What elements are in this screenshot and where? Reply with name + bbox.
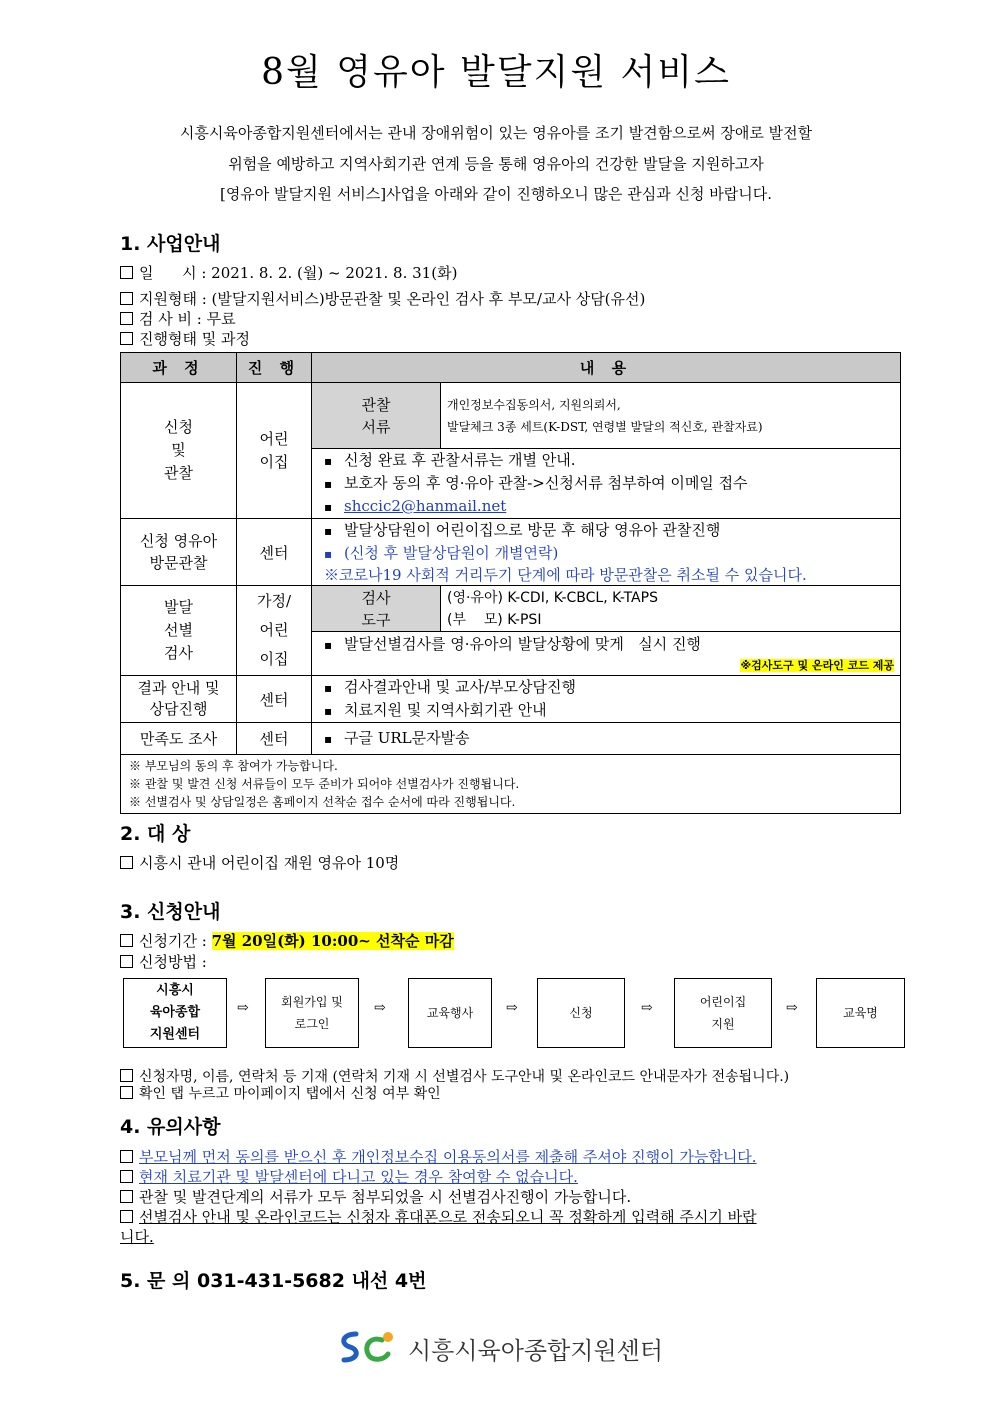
contact-heading: 5. 문 의 031-431-5682 내선 4번 [120,1270,427,1292]
info-line: 진행형태 및 과정 [120,328,250,349]
section-1-heading: 1. 사업안내 [120,233,221,255]
stage-cell: 신청 영유아 방문관찰 [121,519,237,586]
checkbox-icon [120,1086,133,1099]
footer-logo [336,1328,663,1368]
process-table [120,352,901,814]
flow-step-course: 교육명 [816,978,905,1048]
bullet-item: ▪ 신청 완료 후 관찰서류는 개별 안내. [324,449,894,472]
stage-cell: 발달 선별 검사 [121,586,237,676]
content-cell [312,676,901,723]
checkbox-icon [120,332,133,345]
by-cell: 센터 [237,676,312,723]
stage-cell: 결과 안내 및 상담진행 [121,676,237,723]
by-cell: 가정/ 어린 이집 [237,586,312,676]
bullet-item: ▪ 치료지원 및 지역사회기관 안내 [324,699,894,722]
checkbox-icon [120,1210,133,1223]
by-cell: 센터 [237,723,312,755]
checkbox-icon [120,292,133,305]
arrow-right-icon: ⇨ [374,1000,386,1016]
intro-line-3: [영유아 발달지원 서비스]사업을 아래와 같이 진행하오니 많은 관심과 신청 바랍니다. [219,185,773,203]
arrow-right-icon: ⇨ [506,1000,518,1016]
col-header-stage: 과 정 [121,353,237,383]
checkbox-icon [120,312,133,325]
bullet-item [324,495,894,518]
bullet-item: ▪ 구글 URL문자발송 [324,727,894,750]
org-name: 시흥시육아종합지원센터 [408,1336,664,1365]
info-line: 일 시 : 2021. 8. 2. (월) ~ 2021. 8. 31(화) [120,262,457,283]
sub-content-cell: (영·유아) K-CDI, K-CBCL, K-TAPS (부 모) K-PSI [441,586,901,632]
checkbox-icon [120,955,133,968]
section-2-heading: 2. 대 상 [120,823,191,845]
flow-step-center: 시흥시 육아종합 지원센터 [123,978,227,1048]
flow-step-apply: 신청 [537,978,625,1048]
col-header-content: 내 용 [312,353,901,383]
checkbox-icon [120,1150,133,1163]
checkbox-icon [120,1170,133,1183]
content-cell [312,449,901,519]
caution-item: 부모님께 먼저 동의를 받으신 후 개인정보수집 이용동의서를 제출해 주셔야 진행이 가능합니다. [120,1146,757,1167]
checkbox-icon [120,856,133,869]
sub-content-cell: 개인정보수집동의서, 지원의뢰서, 발달체크 3종 세트(K-DST, 연령별 발달의 적신호, 관찰자료) [441,383,901,449]
sub-label-cell: 관찰 서류 [312,383,441,449]
intro-line-1: 시흥시육아종합지원센터에서는 관내 장애위험이 있는 영유아를 조기 발견함으로써 장애로 발전할 [179,124,813,142]
intro-line-2: 위험을 예방하고 지역사회기관 연계 등을 통해 영유아의 건강한 발달을 지원하고자 [228,155,764,173]
arrow-right-icon: ⇨ [641,1000,653,1016]
page-title: 8월 영유아 발달지원 서비스 [261,52,731,93]
caution-item-continued: 니다. [120,1228,154,1246]
covid-note: ※코로나19 사회적 거리두기 단계에 따라 방문관찰은 취소될 수 있습니다. [324,566,807,584]
section-4-heading: 4. 유의사항 [120,1116,221,1138]
checkbox-icon [120,1190,133,1203]
checkbox-icon [120,266,133,279]
flow-step-daycare: 어린이집 지원 [674,978,772,1048]
col-header-by: 진 행 [237,353,312,383]
flow-step-login: 회원가입 및 로그인 [265,978,359,1048]
bullet-item: ▪ (신청 후 발달상담원이 개별연락) [324,542,894,565]
checkbox-icon [120,934,133,947]
arrow-right-icon: ⇨ [786,1000,798,1016]
bullet-item: ▪ 발달선별검사를 영·유아의 발달상황에 맞게 실시 진행 [324,633,894,656]
method-line: 신청방법 : [120,951,207,972]
apply-note: 신청자명, 이름, 연락처 등 기재 (연락처 기재 시 선별검사 도구안내 및 온라인코드 안내문자가 전송됩니다.) [120,1066,789,1086]
caution-item: 현재 치료기관 및 발달센터에 다니고 있는 경우 참여할 수 없습니다. [120,1166,578,1187]
caution-item: 관찰 및 발견단계의 서류가 모두 첨부되었을 시 선별검사진행이 가능합니다. [120,1186,631,1207]
bullet-item: ▪ 검사결과안내 및 교사/부모상담진행 [324,676,894,699]
table-notes: ※ 부모님의 동의 후 참여가 가능합니다. ※ 관찰 및 발견 신청 서류들이 모두 준비가 되어야 선별검사가 진행됩니다. ※ 선별검사 및 상담일정은 홈페이지 선착순 접수 순서에 따라 진행됩니다. [121,755,901,814]
bullet-item: ▪ 발달상담원이 어린이집으로 방문 후 해당 영유아 관찰진행 [324,519,894,542]
email-link[interactable]: shccic2@hanmail.net [344,497,507,515]
period-value: 7월 20일(화) 10:00~ 선착순 마감 [211,932,454,950]
by-cell: 센터 [237,519,312,586]
sub-label-cell: 검사 도구 [312,586,441,632]
info-line: 지원형태 : (발달지원서비스)방문관찰 및 온라인 검사 후 부모/교사 상담(유선) [120,288,645,309]
caution-item: 선별검사 안내 및 온라인코드는 신청자 휴대폰으로 전송되오니 꼭 정확하게 입력해 주시기 바랍 [120,1206,757,1227]
target-line: 시흥시 관내 어린이집 재원 영유아 10명 [120,852,399,873]
arrow-right-icon: ⇨ [237,1000,249,1016]
content-cell [312,632,901,676]
content-cell [312,723,901,755]
highlight-note: ※검사도구 및 온라인 코드 제공 [740,659,894,672]
sc-logo-icon [336,1328,400,1368]
content-cell [312,519,901,586]
apply-note: 확인 탭 누르고 마이페이지 탭에서 신청 여부 확인 [120,1083,441,1103]
period-line: 신청기간 : 7월 20일(화) 10:00~ 선착순 마감 [120,930,454,951]
flow-step-event: 교육행사 [408,978,492,1048]
bullet-item: ▪ 보호자 동의 후 영·유아 관찰->신청서류 첨부하여 이메일 접수 [324,472,894,495]
stage-cell: 신청 및 관찰 [121,383,237,519]
section-3-heading: 3. 신청안내 [120,901,221,923]
stage-cell: 만족도 조사 [121,723,237,755]
checkbox-icon [120,1069,133,1082]
by-cell: 어린 이집 [237,383,312,519]
info-line: 검 사 비 : 무료 [120,308,236,329]
